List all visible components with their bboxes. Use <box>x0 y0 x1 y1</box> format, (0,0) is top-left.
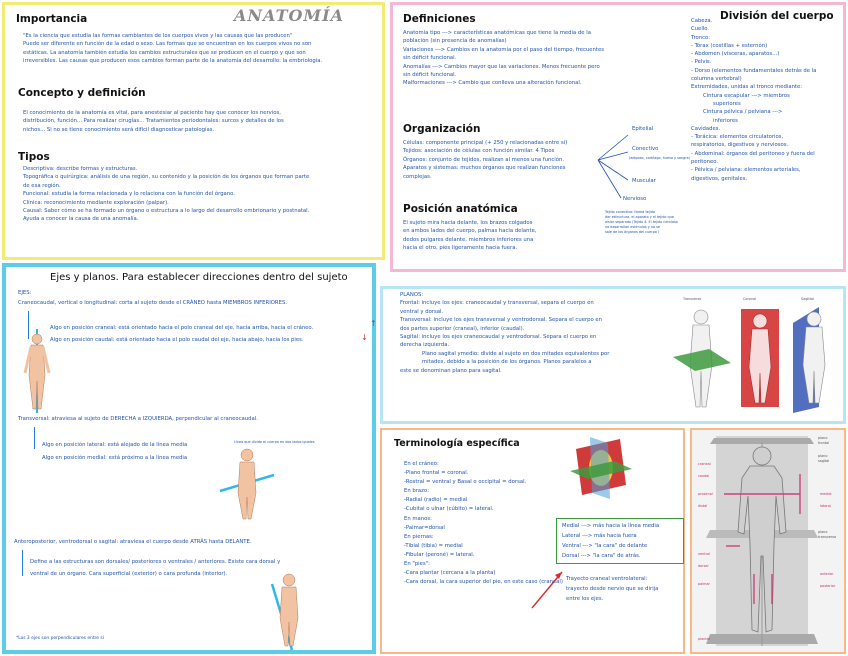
tissue-branch-lines <box>593 130 673 205</box>
atlas-body-planes <box>696 434 844 652</box>
ejes-bracket-3 <box>22 550 23 576</box>
ejes-define: Define a las estructuras son dorsales/ posteriores o ventrales / anteriores. Existe cara dorsal y <box>30 559 281 565</box>
ejes-anteroposterior: Anteroposterior, ventrodorsal o sagital: atraviesa el cuerpo desde ATRÁS hasta DELANTE. <box>14 539 252 545</box>
atlas-label-craneal: craneal <box>698 462 711 466</box>
plane-label-sagittal: Sagittal <box>801 297 815 301</box>
importancia-text: "Es la ciencia que estudia las formas cambiantes de los cuerpos vivos y las causas que las producen" Puede ser diferente en función de la edad o sexo. Las formas que se encuentran en los cuerpos vivos no son estáticas. La anatomía también estudia los cambios estructurales que se producen en el cuerpo y que son irreversibles. Las causas que producen esos cambios forman parte de la anatomía del desarrollo: la embriología. <box>23 33 323 65</box>
planos-panel <box>380 286 846 424</box>
anatomia-title: ANATOMÍA <box>234 6 345 25</box>
terminologia-text: En el cráneo: -Plano frontal = coronal. -Rostral = ventral y Basal o occipital = dorsal. En brazo: -Radial (radio) = medial -Cubital o ulnar (cúbito) = lateral. En manos: -Palmar=dorsal En piernas: -Tibial (tibia) = medial -Fibular (peroné) = lateral. En "pies": -Cara plantar (cercana a la planta) -Cara dorsal, la cara superior del pie, en este caso (craneal) <box>404 461 563 586</box>
atlas-label-plano-frontal: plano frontal <box>818 436 830 445</box>
atlas-label-plano-transverso: plano transverso <box>818 530 837 539</box>
atlas-label-caudal: caudal <box>698 474 710 478</box>
atlas-label-plantar: plantar <box>698 637 711 641</box>
ejes-cara: ventral de un órgano. Cara superficial (exterior) o cara profunda (interior). <box>30 571 228 577</box>
ejes-lateral-note: Línea que divide el cuerpo en dos lados iguales <box>234 440 315 444</box>
oblique-text: Trayecto craneal ventrolateral: trayecto desde nervio que se dirija entre los ejes. <box>566 576 659 602</box>
plane-label-coronal: Coronal <box>743 297 757 301</box>
ejes-medial: Algo en posición medial: está próximo a la línea media <box>42 455 188 461</box>
ejes-footnote: *Los 3 ejes son perpendiculares entre sí <box>16 636 104 641</box>
importancia-heading: Importancia <box>16 13 88 25</box>
ejes-craneocaudal: Craneocaudal, vertical o longitudinal: corta al sujeto desde el CRÁNEO hasta MIEMBROS INFERIORES. <box>18 300 288 306</box>
organizacion-heading: Organización <box>403 123 481 135</box>
atlas-label-plano-sagital: plano sagital <box>818 454 830 463</box>
organizacion-text: Células: componente principal (+ 250 y relacionadas entre sí) Tejidos: asociación de células con función similar. 4 Tipos Órganos: conjunto de tejidos, realizan al menos una función. Aparatos y sistemas: muchos órganos que realizan funciones complejas. <box>403 140 568 180</box>
concepto-heading: Concepto y definición <box>18 87 146 99</box>
definiciones-heading: Definiciones <box>403 13 476 25</box>
ejes-bracket-2 <box>34 427 35 449</box>
ejes-sub: EJES: <box>18 290 32 296</box>
arrow-up-icon: ↑ <box>370 319 377 328</box>
concepto-text: El conocimiento de la anatomía es vital, para anestesiar al paciente hay que conocer los nervios, distribución, función... Para realizar cirugías... Tratamientos periodontales: surcos y detalles de los nichos... Si no se tiene conocimiento será difícil diagnosticar patologías. <box>23 110 284 133</box>
terminologia-panel <box>380 428 685 654</box>
planes-illustration <box>669 303 847 413</box>
ejes-transversal: Transversal: atraviesa al sujeto de DERECHA a IZQUIERDA, perpendicular al craneocaudal. <box>18 416 258 422</box>
branch-epitelial: Epitelial <box>632 126 654 132</box>
body-figure-transversal <box>220 447 274 521</box>
posicion-heading: Posición anatómica <box>403 203 518 215</box>
body-figure-craneocaudal <box>22 329 52 413</box>
planos-text: PLANOS: Frontal: incluye los ejes: craneocaudal y transversal, separa el cuerpo en ventral y dorsal. Transversal: incluye los ejes transversal y ventrodorsal. Separa el cuerpo en dos partes superior (craneal), inferior (caudal). Sagital: incluye los ejes craneocaudal y ventrodorsal. Separa el cuerpo en derecha izquierda. Plano sagital ymedio: divide al sujeto en dos mitades equivalentes por mitades, debido a la posición de los órganos. Planos paralelos a este se denominan plano para sagital. <box>400 292 610 374</box>
direction-box: Medial ---> más hacia la línea media Lateral ---> más hacia fuera Ventral ---> "la cara" de delante Dorsal ---> "la cara" de atrás. <box>556 518 684 564</box>
division-text: Cabeza. Cuello. Tronco: - Tórax (costillas + esternón) - Abdomen (vísceras, aparatos...) - Pelvis. - Dorso (elementos fundamentales detrás de la columna vertebral) Extremidades, unidas al tronco mediante: Cintura escapular ---> miembros superiores Cintura pélvica / pelviana ---> inferiores Cavidades. - Torácica: elementos circulatorios, respiratorios, digestivos y nerviosos. - Abdominal: órganos del peritoneo y fuera del peritoneo. - Pélvica / pelviana: elementos arteriales, digestivos, genitales. <box>691 18 817 182</box>
atlas-label-lateral: lateral <box>820 504 831 508</box>
ejes-lateral: Algo en posición lateral: está alejado de la línea media <box>42 442 188 448</box>
arrow-down-icon: ↓ <box>361 333 368 342</box>
posicion-note: Tejido conectivo: forma tejido dar estructura, el aparato y el tejido que aislar separado (Tejido 4. El tejido nervioso no desarrollan estímulos y no se sale de los órganos del cuerpo ) <box>605 210 678 234</box>
posicion-text: El sujeto mira hacia delante, los brazos colgados en ambos lados del cuerpo, palmas hacia delante, dedos pulgares delante, miembros inferiores una hacia el otro, pies ligeramente hacia fuera. <box>403 220 537 252</box>
planes-cube-illustration <box>568 435 634 501</box>
definiciones-panel <box>390 2 846 272</box>
ejes-panel <box>2 263 376 654</box>
oblique-arrow-icon <box>528 566 566 612</box>
tipos-text: Descriptiva: describe formas y estructuras. Topográfica o quirúrgica: análisis de una región, su contenido y la posición de los órganos que forman parte de esa región. Funcional: estudia la forma relacionada y lo relaciona con la función del órgano. Clínica: reconocimiento mediante exploración (palpar). Causal: Saber cómo se ha formado un órgano o estructura a lo largo del desarrollo embrionario y postnatal. Ayuda a conocer la causa de una anomalía. <box>23 166 310 223</box>
atlas-label-medial: medial <box>820 492 832 496</box>
tipos-heading: Tipos <box>18 151 50 163</box>
division-heading: División del cuerpo <box>720 10 834 22</box>
atlas-label-ventral: ventral <box>698 552 710 556</box>
importancia-panel <box>2 2 385 260</box>
atlas-label-palmar: palmar <box>698 582 710 586</box>
atlas-panel <box>690 428 846 654</box>
ejes-craneal: Algo en posición craneal: está orientado hacia el polo craneal del eje, hacia arriba, hacia el cráneo. <box>50 325 314 331</box>
atlas-label-posterior: posterior <box>820 584 836 588</box>
branch-muscular: Muscular <box>632 178 656 184</box>
terminologia-heading: Terminología específica <box>394 438 520 449</box>
atlas-label-dorsal: dorsal <box>698 564 709 568</box>
definiciones-text: Anatomía tipo ---> características anatómicas que tiene la media de la población (sin presencia de anomalías) Variaciones ---> Cambios en la anatomía por el paso del tiempo, frecuentes sin déficit funcional. Anomalías ---> Cambios mayor que las variaciones. Menos frecuente pero sin déficit funcional. Malformaciones ---> Cambio que conlleva una alteración funcional. <box>403 30 604 87</box>
ejes-heading: Ejes y planos. Para establecer direcciones dentro del sujeto <box>50 272 348 283</box>
atlas-label-anterior: anterior <box>820 572 834 576</box>
branch-conectivo-note: (adiposo, cartílago, hueso y sangre) <box>629 156 690 160</box>
branch-conectivo: Conectivo <box>632 146 659 152</box>
plane-label-transverse: Transverse <box>683 297 702 301</box>
atlas-label-distal: distal <box>698 504 708 508</box>
ejes-caudal: Algo en posición caudal: está orientado hacia el polo caudal del eje, hacia abajo, hacia los pies. <box>50 337 304 343</box>
atlas-label-proximal: proximal <box>698 492 713 496</box>
branch-nervioso: Nervioso <box>623 196 647 202</box>
body-figure-sagital <box>262 572 312 650</box>
